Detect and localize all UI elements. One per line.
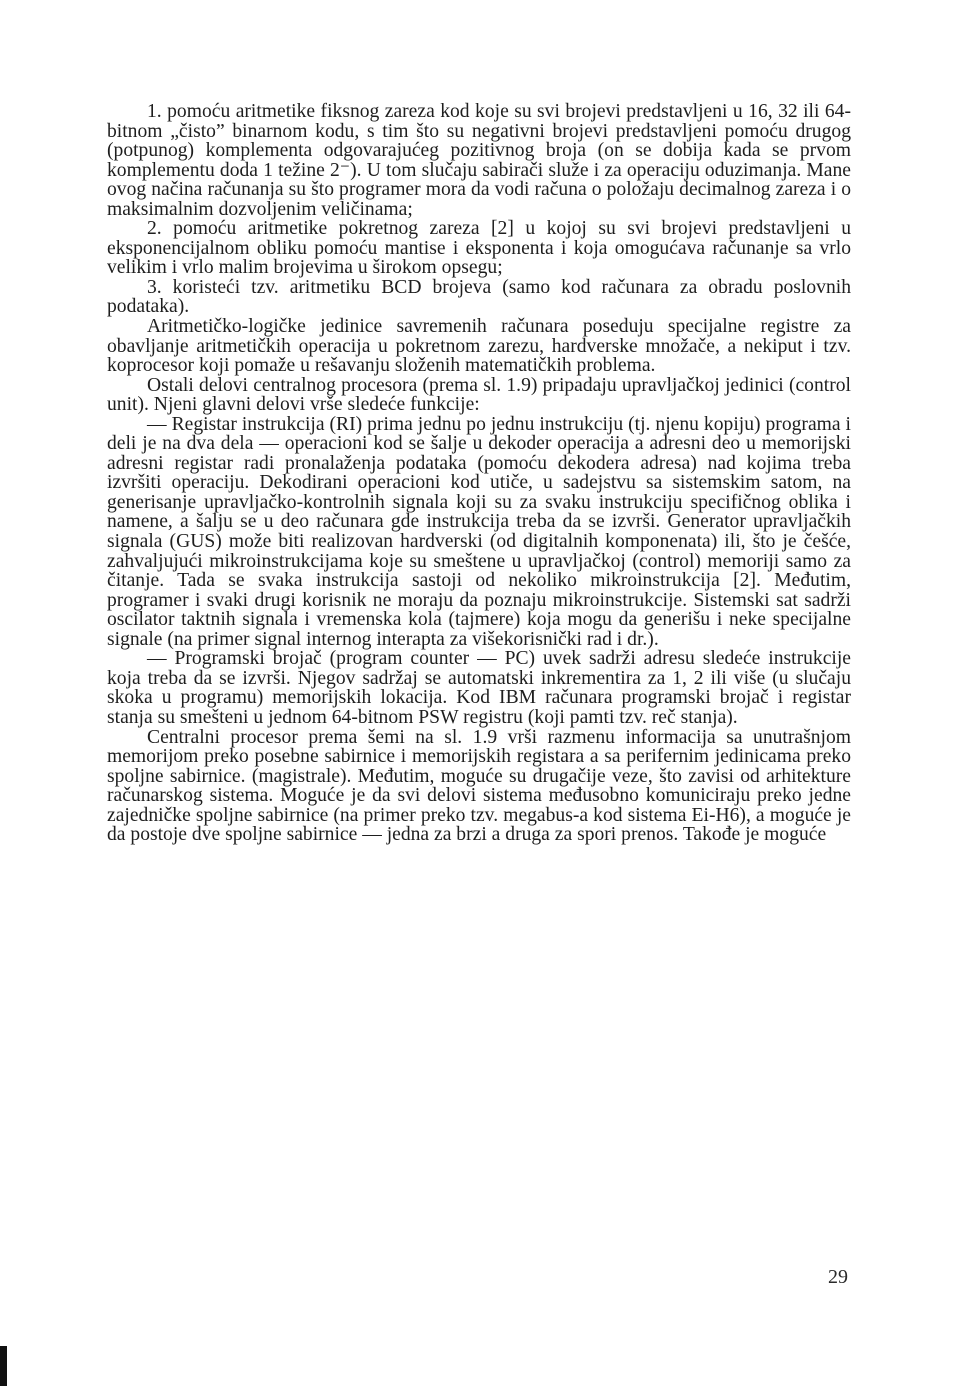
paragraph-program-counter: — Programski brojač (program counter — PC) uvek sadrži adresu sledeće instrukcije koja treba da se izvrši. Njegov sadržaj se automatski inkrementira za 1, 2 ili više (u slučaju skoka u programu) memorijskih lokacija. Kod IBM računara programski brojač i registar stanja su smešteni u jednom 64-bitnom PSW registru (koji pamti tzv. reč stanja). [107, 648, 851, 728]
paragraph-instruction-register: — Registar instrukcija (RI) prima jednu po jednu instrukciju (tj. njenu kopiju) programa i deli je na dva dela — operacioni kod se šalje u dekoder operacija a adresni deo u memorijski adresni registar radi pronalaženja podataka (pomoću dekodera adresa) nad kojima treba izvršiti operaciju. Dekodirani operacioni kod utiče, u sadejstvu sa sistemskim satom, na generisanje upravljačko-kontrolnih signala koji su za svaku instrukciju specifičnog oblika i namene, a šalju se u deo računara gde instrukcija treba da se izvrši. Generator upravljačkih signala (GUS) može biti realizovan hardverski (od digitalnih komponenata) ili, što je češće, zahvaljujući mikroinstrukcijama koje su smeštene u upravljačkoj (control) memoriji samo za čitanje. Tada se svaka instrukcija sastoji od nekoliko mikroinstrukcija [2]. Međutim, programer i svaki drugi korisnik ne moraju da poznaju mikroinstrukcije. Sistemski sat sadrži oscilator taktnih signala i vremenska kola (tajmere) koja mogu da generišu i neke specijalne signale (na primer signal internog interapta za višekorisnički rad i dr.). [107, 413, 851, 650]
paragraph-fixed-point: 1. pomoću aritmetike fiksnog zareza kod koje su svi brojevi predstavljeni u 16, 32 ili 64-bitnom „čisto” binarnom kodu, s tim što su negativni brojevi predstavljeni pomoću drugog (potpunog) komplementa odgovarajućeg pozitivnog broja (on se dobija kada se prvom komplementu doda 1 težine 2⁻). U tom slučaju sabirači služe i za operaciju oduzimanja. Mane ovog načina računanja su što programer mora da vodi računa o položaju decimalnog zareza i o maksimalnim dozvoljenim veličinama; [107, 101, 851, 220]
page-number: 29 [828, 1266, 848, 1288]
paragraph-bcd: 3. koristeći tzv. aritmetiku BCD brojeva (samo kod računara za obradu poslovnih podataka). [107, 276, 851, 318]
page-body [107, 102, 851, 845]
scan-edge-mark [0, 1346, 7, 1386]
paragraph-floating-point: 2. pomoću aritmetike pokretnog zareza [2] u kojoj su svi brojevi predstavljeni u eksponencijalnom obliku pomoću mantise i eksponenta i koja omogućava računanje sa vrlo velikim i vrlo malim brojevima u širokom opsegu; [107, 218, 851, 279]
paragraph-alu: Aritmetičko-logičke jedinice savremenih računara poseduju specijalne registre za obavljanje aritmetičkih operacija u pokretnom zarezu, hardverske množače, a nekiput i tzv. koprocesor koji pomaže u rešavanju složenih matematičkih problema. [107, 316, 851, 377]
paragraph-control-unit: Ostali delovi centralnog procesora (prema sl. 1.9) pripadaju upravljačkoj jedinici (control unit). Njeni glavni delovi vrše sledeće funkcije: [107, 374, 851, 416]
paragraph-buses: Centralni procesor prema šemi na sl. 1.9 vrši razmenu informacija sa unutrašnjom memorijom preko posebne sabirnice i memorijskih registara a sa perifernim jedinicama preko spoljne sabirnice. (magistrale). Međutim, moguće su drugačije veze, što zavisi od arhitekture računarskog sistema. Moguće je da svi delovi sistema međusobno komuniciraju preko jedne zajedničke spoljne sabirnice (na primer preko tzv. megabus-a kod sistema Ei-H6), a moguće je da postoje dve spoljne sabirnice — jedna za brzi a druga za spori prenos. Takođe je moguće [107, 726, 851, 846]
